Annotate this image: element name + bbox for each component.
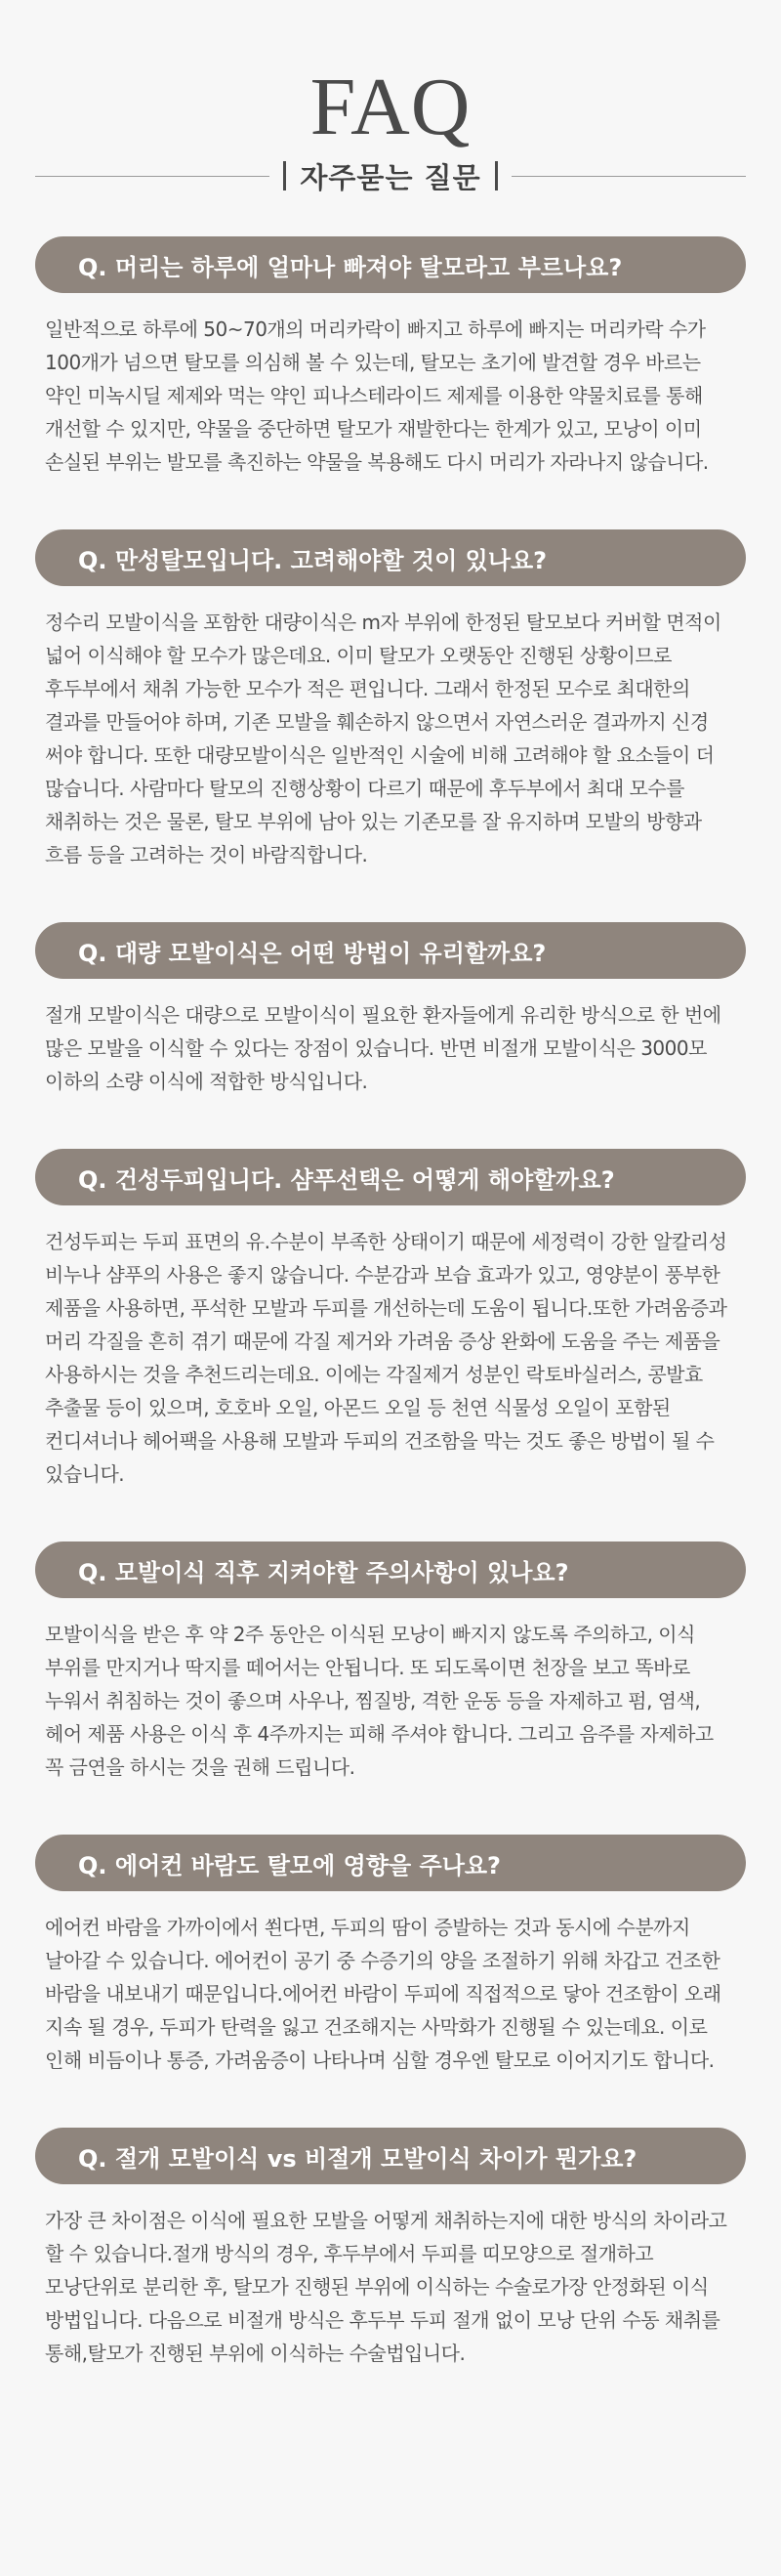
faq-answer: 건성두피는 두피 표면의 유.수분이 부족한 상태이기 때문에 세정력이 강한 알칼리성 비누나 샴푸의 사용은 좋지 않습니다. 수분감과 보습 효과가 있고, 영양분이 풍부한 제품을 사용하면, 푸석한 모발과 두피를 개선하는데 도움이 됩니다.또한 가려움증과 머리 각질을 흔히 겪기 때문에 각질 제거와 가려움 증상 완화에 도움을 주는 제품을 사용하시는 것을 추천드리는데요. 이에는 각질제거 성분인 락토바실러스, 콩발효 추출물 등이 있으며, 호호바 오일, 아몬드 오일 등 천연 식물성 오일이 포함된 컨디셔너나 헤어팩을 사용해 모발과 두피의 건조함을 막는 것도 좋은 방법이 될 수 있습니다. — [45, 1230, 727, 1486]
page-title: FAQ — [309, 62, 472, 152]
faq-item — [0, 1149, 781, 1491]
divider-line-left — [35, 176, 269, 177]
faq-question-pill — [35, 1835, 746, 1891]
faq-question-pill — [35, 236, 746, 293]
faq-question-pill — [35, 529, 746, 586]
faq-header — [0, 0, 781, 195]
divider-bar-right — [495, 161, 498, 190]
divider-bar-left — [283, 161, 286, 190]
faq-answer: 일반적으로 하루에 50~70개의 머리카락이 빠지고 하루에 빠지는 머리카락 수가 100개가 넘으면 탈모를 의심해 볼 수 있는데, 탈모는 초기에 발견할 경우 바르는 약인 미녹시딜 제제와 먹는 약인 피나스테라이드 제제를 이용한 약물치료를 통해 개선할 수 있지만, 약물을 중단하면 탈모가 재발한다는 한계가 있고, 모낭이 이미 손실된 부위는 발모를 촉진하는 약물을 복용해도 다시 머리가 자라나지 않습니다. — [45, 317, 709, 474]
faq-item — [0, 2128, 781, 2370]
faq-item — [0, 236, 781, 479]
faq-question-pill — [35, 922, 746, 979]
faq-question-pill — [35, 2128, 746, 2184]
faq-answer: 모발이식을 받은 후 약 2주 동안은 이식된 모낭이 빠지지 않도록 주의하고, 이식 부위를 만지거나 딱지를 떼어서는 안됩니다. 또 되도록이면 천장을 보고 똑바로 누워서 취침하는 것이 좋으며 사우나, 찜질방, 격한 운동 등을 자제하고 펌, 염색, 헤어 제품 사용은 이식 후 4주까지는 피해 주셔야 합니다. 그리고 음주를 자제하고 꼭 금연을 하시는 것을 권해 드립니다. — [45, 1623, 714, 1779]
faq-question-pill — [35, 1149, 746, 1205]
faq-item — [0, 1835, 781, 2077]
page-subtitle: 자주묻는 질문 — [300, 160, 481, 194]
faq-question: Q. 절개 모발이식 vs 비절개 모발이식 차이가 뭔가요? — [78, 2144, 637, 2173]
divider-line-right — [512, 176, 746, 177]
faq-question: Q. 에어컨 바람도 탈모에 영향을 주나요? — [78, 1851, 501, 1879]
faq-question-pill — [35, 1541, 746, 1598]
faq-item — [0, 529, 781, 871]
faq-question: Q. 모발이식 직후 지켜야할 주의사항이 있나요? — [78, 1558, 569, 1586]
faq-answer: 가장 큰 차이점은 이식에 필요한 모발을 어떻게 채취하는지에 대한 방식의 차이라고 할 수 있습니다.절개 방식의 경우, 후두부에서 두피를 띠모양으로 절개하고 모낭단위로 분리한 후, 탈모가 진행된 부위에 이식하는 수술로가장 안정화된 이식 방법입니다. 다음으로 비절개 방식은 후두부 두피 절개 없이 모낭 단위 수동 채취를 통해,탈모가 진행된 부위에 이식하는 수술법입니다. — [45, 2209, 727, 2365]
subtitle-row — [0, 156, 781, 195]
faq-item — [0, 1541, 781, 1784]
faq-answer: 절개 모발이식은 대량으로 모발이식이 필요한 환자들에게 유리한 방식으로 한 번에 많은 모발을 이식할 수 있다는 장점이 있습니다. 반면 비절개 모발이식은 3000모 이하의 소량 이식에 적합한 방식입니다. — [45, 1003, 721, 1093]
faq-item — [0, 922, 781, 1098]
faq-answer: 에어컨 바람을 가까이에서 쐰다면, 두피의 땀이 증발하는 것과 동시에 수분까지 날아갈 수 있습니다. 에어컨이 공기 중 수증기의 양을 조절하기 위해 차갑고 건조한 바람을 내보내기 때문입니다.에어컨 바람이 두피에 직접적으로 닿아 건조함이 오래 지속 될 경우, 두피가 탄력을 잃고 건조해지는 사막화가 진행될 수 있는데요. 이로 인해 비듬이나 통증, 가려움증이 나타나며 심할 경우엔 탈모로 이어지기도 합니다. — [45, 1916, 721, 2072]
faq-list — [0, 236, 781, 2370]
faq-question: Q. 건성두피입니다. 샴푸선택은 어떻게 해야할까요? — [78, 1165, 615, 1194]
faq-question: Q. 머리는 하루에 얼마나 빠져야 탈모라고 부르나요? — [78, 253, 623, 281]
faq-question: Q. 만성탈모입니다. 고려해야할 것이 있나요? — [78, 546, 548, 574]
faq-answer: 정수리 모발이식을 포함한 대량이식은 m자 부위에 한정된 탈모보다 커버할 면적이 넓어 이식해야 할 모수가 많은데요. 이미 탈모가 오랫동안 진행된 상황이므로 후두부에서 채취 가능한 모수가 적은 편입니다. 그래서 한정된 모수로 최대한의 결과를 만들어야 하며, 기존 모발을 훼손하지 않으면서 자연스러운 결과까지 신경 써야 합니다. 또한 대량모발이식은 일반적인 시술에 비해 고려해야 할 요소들이 더 많습니다. 사람마다 탈모의 진행상황이 다르기 때문에 후두부에서 최대 모수를 채취하는 것은 물론, 탈모 부위에 남아 있는 기존모를 잘 유지하며 모발의 방향과 흐름 등을 고려하는 것이 바람직합니다. — [45, 611, 721, 866]
faq-question: Q. 대량 모발이식은 어떤 방법이 유리할까요? — [78, 939, 547, 967]
